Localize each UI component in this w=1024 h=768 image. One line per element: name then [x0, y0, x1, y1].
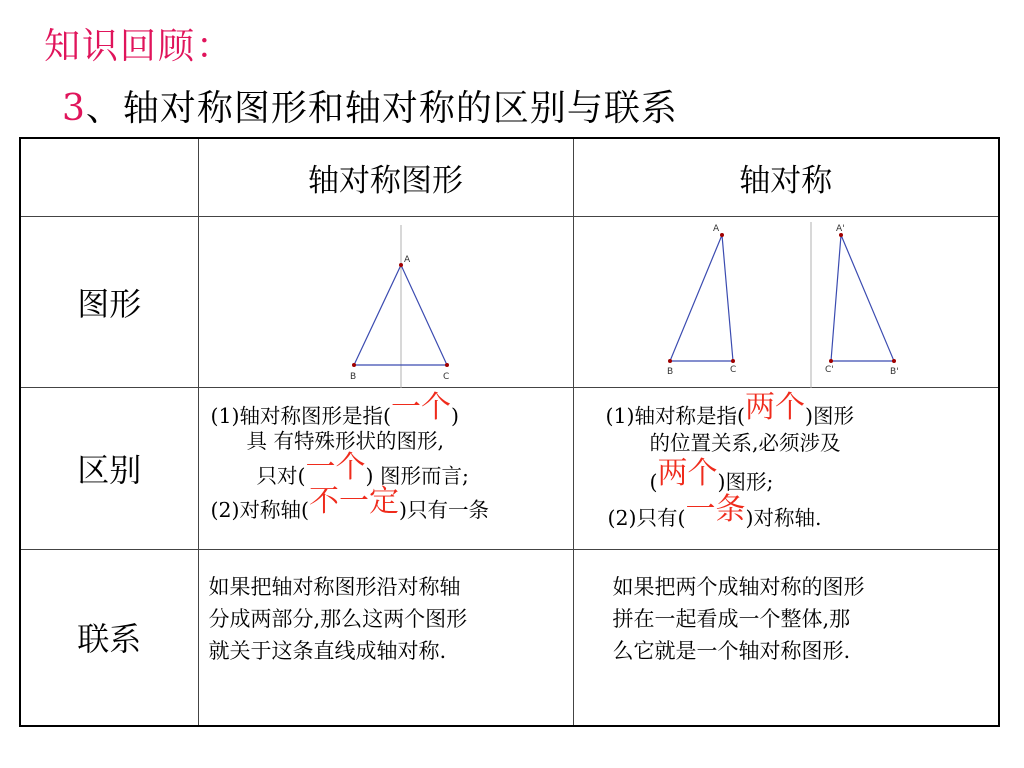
diff-left-text-4b: )只有一条	[399, 497, 490, 522]
diff-left-line-4	[210, 483, 490, 526]
link-right-line-3: 么它就是一个轴对称图形.	[612, 638, 851, 663]
page-title: 知识回顾：	[44, 26, 235, 67]
corner-cell	[20, 138, 198, 216]
label-b: B	[666, 366, 673, 377]
label-c-prime: C'	[824, 364, 834, 375]
diff-left-line-2: 具 有特殊形状的图形,	[246, 428, 445, 453]
difference-cell-left	[198, 387, 573, 549]
answer-two-figures-2: 两个	[657, 455, 718, 491]
figure-cell-left	[198, 216, 573, 387]
row-label-difference: 区别	[20, 387, 198, 549]
label-a-prime: A'	[835, 223, 845, 234]
link-left-line-3: 就关于这条直线成轴对称.	[208, 638, 447, 663]
point-b-prime	[892, 359, 896, 363]
figure-row	[20, 216, 999, 387]
diff-right-text-3a: (	[649, 469, 658, 494]
diff-right-line-1	[605, 389, 855, 432]
table-header-row	[20, 138, 999, 216]
answer-not-necessarily: 不一定	[309, 483, 400, 519]
diff-right-text-1a: (1)轴对称是指(	[605, 403, 746, 428]
triangle-abc-prime	[831, 235, 894, 361]
answer-one-figure-2: 一个	[305, 449, 366, 485]
row-label-figure: 图形	[20, 216, 198, 387]
connection-cell-right	[573, 549, 999, 726]
diff-left-text-3b: ) 图形而言;	[365, 463, 469, 488]
point-c	[445, 363, 449, 367]
diff-right-line-4	[607, 491, 822, 534]
diff-right-line-2: 的位置关系,必须涉及	[649, 430, 841, 455]
link-left-line-1: 如果把轴对称图形沿对称轴	[208, 574, 461, 599]
triangle-abc	[670, 235, 733, 361]
diff-right-text-3b: )图形;	[717, 469, 774, 494]
diff-right-text-4a: (2)只有(	[607, 505, 686, 530]
label-b-prime: B'	[889, 366, 899, 377]
label-a: A	[403, 254, 410, 265]
link-left-line-2: 分成两部分,那么这两个图形	[208, 606, 468, 631]
row-label-connection: 联系	[20, 549, 198, 726]
point-a	[399, 263, 403, 267]
point-c-prime	[829, 359, 833, 363]
col-header-axisymmetric-figure: 轴对称图形	[198, 138, 573, 216]
label-a: A	[712, 223, 719, 234]
answer-one-axis: 一条	[685, 491, 746, 527]
col-header-axial-symmetry: 轴对称	[573, 138, 999, 216]
label-b: B	[349, 371, 356, 382]
point-b	[352, 363, 356, 367]
point-c	[731, 359, 735, 363]
section-subtitle	[62, 80, 678, 131]
label-c: C	[442, 371, 449, 382]
point-a	[720, 233, 724, 237]
connection-cell-left	[198, 549, 573, 726]
diff-left-text-4a: (2)对称轴(	[210, 497, 310, 522]
section-subtitle-text: 、轴对称图形和轴对称的区别与联系	[85, 88, 678, 129]
diff-left-text-1a: (1)轴对称图形是指(	[210, 403, 392, 428]
section-number: 3	[62, 88, 86, 129]
link-right-line-1: 如果把两个成轴对称的图形	[612, 574, 865, 599]
mirrored-triangles-figure	[574, 217, 1000, 388]
answer-one-figure: 一个	[391, 389, 452, 425]
answer-two-figures: 两个	[745, 389, 806, 425]
difference-row	[20, 387, 999, 549]
label-c: C	[729, 364, 736, 375]
comparison-table	[19, 137, 1000, 727]
link-right-line-2: 拼在一起看成一个整体,那	[612, 606, 851, 631]
point-b	[668, 359, 672, 363]
figure-cell-right	[573, 216, 999, 387]
diff-right-text-1b: )图形	[805, 403, 855, 428]
diff-right-text-4b: )对称轴.	[745, 505, 822, 530]
diff-left-text-3a: 只对(	[256, 463, 306, 488]
difference-cell-right	[573, 387, 999, 549]
connection-row	[20, 549, 999, 726]
diff-left-text-1b: )	[451, 403, 460, 428]
isosceles-triangle-figure	[199, 217, 574, 388]
